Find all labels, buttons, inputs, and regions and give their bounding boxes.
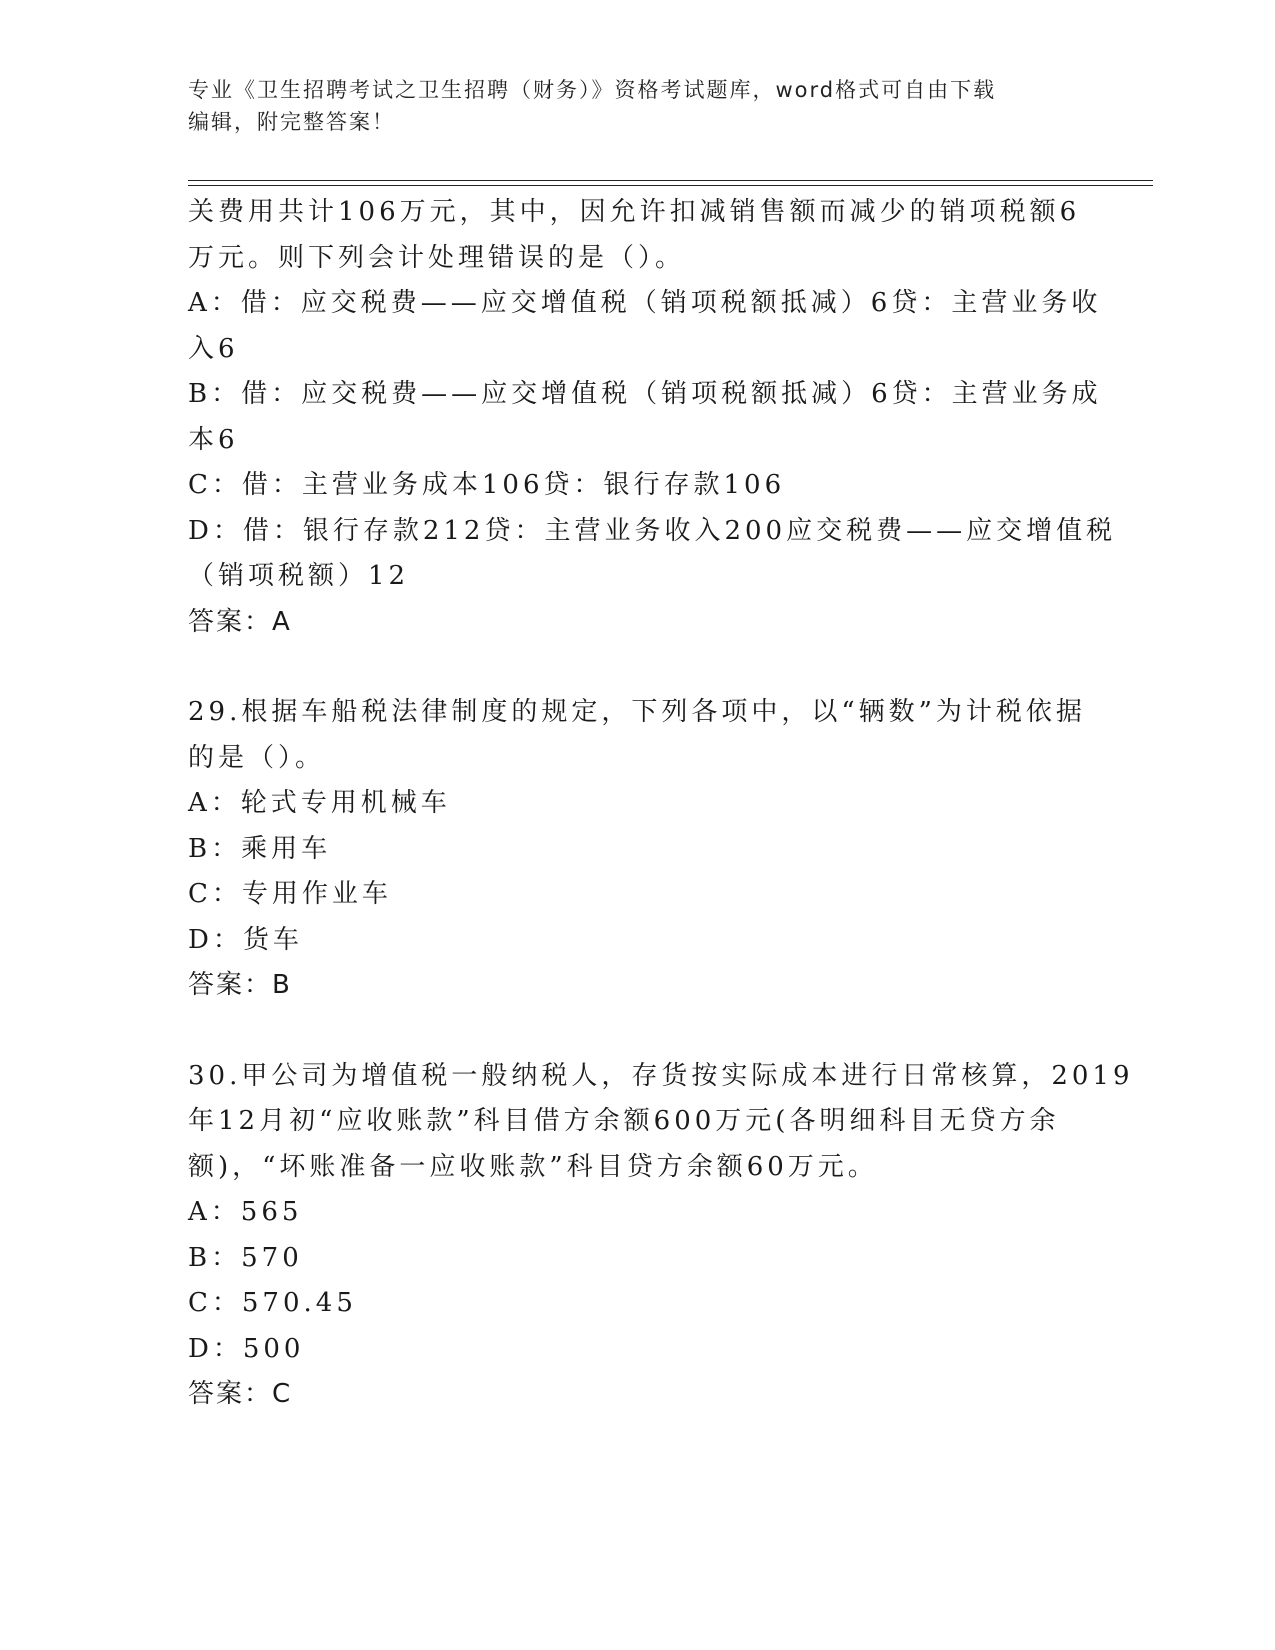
question-stem: 年12月初“应收账款”科目借方余额600万元(各明细科目无贷方余 (188, 1106, 1060, 1136)
option-line: C：570.45 (188, 1288, 357, 1318)
answer-line: 答案：C (188, 1379, 293, 1409)
question-stem: 30.甲公司为增值税一般纳税人，存货按实际成本进行日常核算，2019 (188, 1060, 1134, 1091)
option-line: A：借：应交税费——应交增值税（销项税额抵减）6贷：主营业务收 (188, 288, 1102, 318)
header-divider (188, 180, 1153, 181)
header-divider (188, 185, 1153, 186)
header-line: 编辑，附完整答案！ (188, 110, 395, 134)
option-line: D：货车 (188, 924, 303, 955)
header-line: 专业《卫生招聘考试之卫生招聘（财务）》资格考试题库，word格式可自由下载 (188, 78, 997, 102)
question-list (188, 190, 1134, 1418)
option-line: B：借：应交税费——应交增值税（销项税额抵减）6贷：主营业务成 (188, 379, 1102, 409)
question-stem: 额)，“坏账准备一应收账款”科目贷方余额60万元。 (188, 1151, 878, 1182)
answer-line: 答案：A (188, 606, 292, 637)
spacer (188, 645, 1088, 690)
option-line: D：借：银行存款212贷：主营业务收入200应交税费——应交增值税 (188, 515, 1117, 546)
spacer (188, 1009, 1088, 1054)
option-line: A：565 (188, 1197, 303, 1227)
question-block (188, 190, 1117, 645)
option-line: B：570 (188, 1242, 303, 1273)
document-header (188, 74, 1088, 138)
option-line: 本6 (188, 424, 239, 455)
option-line: D：500 (188, 1333, 305, 1364)
option-line: A：轮式专用机械车 (188, 788, 451, 818)
question-block (188, 690, 1088, 1009)
question-stem: 的是（）。 (188, 742, 326, 773)
option-line: C：借：主营业务成本106贷：银行存款106 (188, 470, 786, 500)
question-block (188, 1054, 1134, 1418)
option-line: C：专用作业车 (188, 879, 392, 909)
option-line: B：乘用车 (188, 833, 332, 864)
question-stem: 29.根据车船税法律制度的规定，下列各项中，以“辆数”为计税依据 (188, 697, 1086, 727)
question-stem: 万元。则下列会计处理错误的是（）。 (188, 242, 686, 273)
option-line: 入6 (188, 333, 239, 364)
option-line: （销项税额）12 (188, 561, 410, 591)
question-stem: 关费用共计106万元，其中，因允许扣减销售额而减少的销项税额6 (188, 197, 1081, 227)
answer-line: 答案：B (188, 970, 292, 1000)
